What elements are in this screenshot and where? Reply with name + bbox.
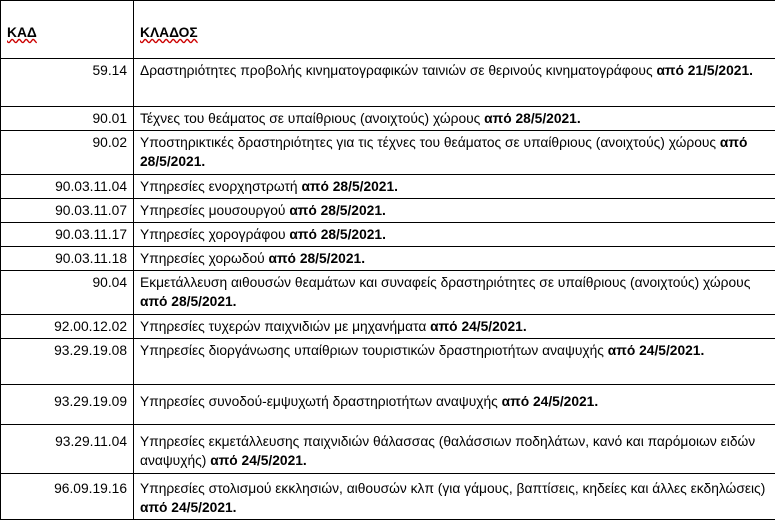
sector-text: Υπηρεσίες εκμετάλλευσης παιχνιδιών θάλασσας (θαλάσσιων ποδηλάτων, κανό και παρόμοιων ειδών αναψυχής) bbox=[140, 434, 755, 468]
sector-cell bbox=[134, 425, 775, 474]
sector-cell bbox=[134, 339, 775, 385]
sector-cell bbox=[134, 59, 775, 107]
kad-cell: 96.09.19.16 bbox=[1, 474, 134, 520]
sector-date: από 28/5/2021. bbox=[140, 135, 747, 169]
table-row bbox=[1, 425, 775, 474]
table-row bbox=[1, 59, 775, 107]
sector-date: από 24/5/2021. bbox=[430, 319, 527, 334]
table-row bbox=[1, 474, 775, 520]
sector-cell bbox=[134, 271, 775, 315]
sector-cell bbox=[134, 131, 775, 175]
sector-column-header bbox=[134, 1, 775, 59]
kad-column-header bbox=[1, 1, 134, 59]
sector-date: από 24/5/2021. bbox=[608, 343, 705, 358]
kad-cell: 90.02 bbox=[1, 131, 134, 175]
sector-cell bbox=[134, 474, 775, 520]
table-header-row bbox=[1, 1, 775, 59]
table-row bbox=[1, 271, 775, 315]
sector-header-label: ΚΛΑΔΟΣ bbox=[140, 25, 198, 40]
sector-text: Τέχνες του θεάματος σε υπαίθριους (ανοιχτούς) χώρους bbox=[140, 111, 484, 126]
kad-cell: 90.04 bbox=[1, 271, 134, 315]
sector-text: Υπηρεσίες ενορχηστρωτή bbox=[140, 179, 301, 194]
kad-cell: 90.03.11.07 bbox=[1, 199, 134, 223]
table-row bbox=[1, 223, 775, 247]
table-row bbox=[1, 315, 775, 339]
sector-text: Υποστηρικτικές δραστηριότητες για τις τέχνες του θεάματος σε υπαίθριους (ανοιχτούς) χώρους bbox=[140, 135, 720, 150]
sector-cell bbox=[134, 175, 775, 199]
sector-text: Υπηρεσίες χορωδού bbox=[140, 251, 269, 266]
table-row bbox=[1, 131, 775, 175]
sector-text: Υπηρεσίες διοργάνωσης υπαίθριων τουριστικών δραστηριοτήτων αναψυχής bbox=[140, 343, 608, 358]
sector-date: από 28/5/2021. bbox=[289, 227, 386, 242]
sector-cell bbox=[134, 385, 775, 425]
table-row bbox=[1, 339, 775, 385]
kad-cell: 90.01 bbox=[1, 107, 134, 131]
sector-text: Υπηρεσίες μουσουργού bbox=[140, 203, 289, 218]
sector-date: από 28/5/2021. bbox=[301, 179, 398, 194]
kad-cell: 90.03.11.18 bbox=[1, 247, 134, 271]
table-row bbox=[1, 175, 775, 199]
kad-header-label: ΚΑΔ bbox=[7, 25, 37, 40]
sector-date: από 28/5/2021. bbox=[269, 251, 366, 266]
kad-cell: 92.00.12.02 bbox=[1, 315, 134, 339]
table-row bbox=[1, 199, 775, 223]
sector-text: Υπηρεσίες στολισμού εκκλησιών, αιθουσών κλπ (για γάμους, βαπτίσεις, κηδείες και άλλες εκδηλώσεις) bbox=[140, 481, 765, 496]
sector-date: από 28/5/2021. bbox=[484, 111, 581, 126]
sector-date: από 24/5/2021. bbox=[140, 500, 237, 515]
sector-text: Εκμετάλλευση αιθουσών θεαμάτων και συναφείς δραστηριότητες σε υπαίθριους (ανοιχτούς) χώρους bbox=[140, 275, 750, 290]
sector-date: από 24/5/2021. bbox=[210, 453, 307, 468]
sector-text: Υπηρεσίες συνοδού-εμψυχωτή δραστηριοτήτων αναψυχής bbox=[140, 394, 502, 409]
sector-date: από 24/5/2021. bbox=[502, 394, 599, 409]
table-row bbox=[1, 385, 775, 425]
table-row bbox=[1, 247, 775, 271]
kad-cell: 93.29.19.09 bbox=[1, 385, 134, 425]
kad-cell: 90.03.11.04 bbox=[1, 175, 134, 199]
sector-cell bbox=[134, 247, 775, 271]
kad-cell: 59.14 bbox=[1, 59, 134, 107]
sector-date: από 28/5/2021. bbox=[140, 294, 237, 309]
table-row bbox=[1, 107, 775, 131]
sector-text: Δραστηριότητες προβολής κινηματογραφικών ταινιών σε θερινούς κινηματογράφους bbox=[140, 63, 656, 78]
sector-cell bbox=[134, 199, 775, 223]
sector-cell bbox=[134, 107, 775, 131]
kad-cell: 93.29.19.08 bbox=[1, 339, 134, 385]
sector-text: Υπηρεσίες χορογράφου bbox=[140, 227, 289, 242]
kad-cell: 93.29.11.04 bbox=[1, 425, 134, 474]
sector-date: από 21/5/2021. bbox=[656, 63, 753, 78]
sector-cell bbox=[134, 223, 775, 247]
kad-cell: 90.03.11.17 bbox=[1, 223, 134, 247]
sector-date: από 28/5/2021. bbox=[289, 203, 386, 218]
sector-text: Υπηρεσίες τυχερών παιχνιδιών με μηχανήματα bbox=[140, 319, 430, 334]
sector-cell bbox=[134, 315, 775, 339]
